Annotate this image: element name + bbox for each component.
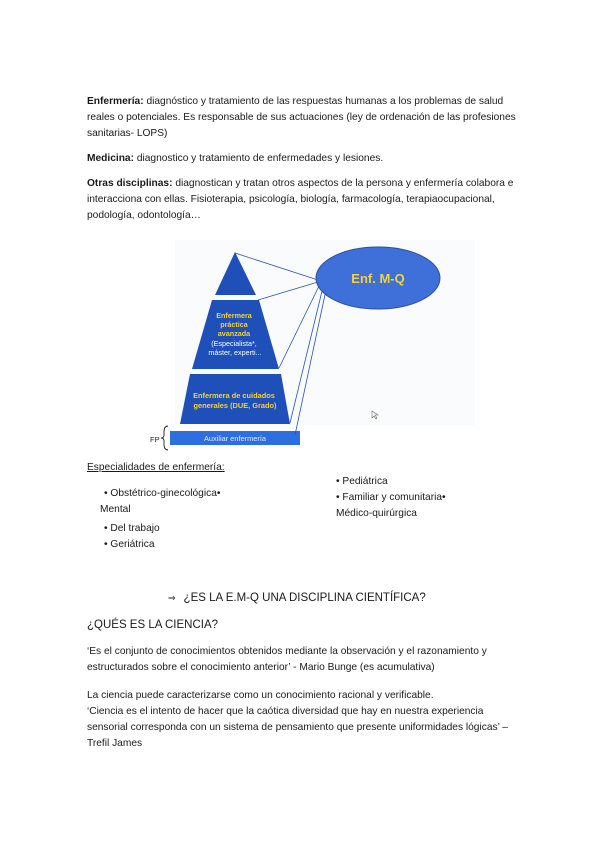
term-otras: Otras disciplinas: xyxy=(87,178,173,189)
level2-line: práctica xyxy=(220,320,248,329)
term-medicina: Medicina: xyxy=(87,153,134,164)
science-definition xyxy=(87,688,527,752)
level2-line: máster, experti... xyxy=(208,348,262,357)
fp-bracket xyxy=(161,426,168,450)
specialties-left-list xyxy=(100,486,294,553)
specialty-item: • Obstétrico-ginecológica• xyxy=(104,488,221,499)
level3-line: Enfermera de cuidados xyxy=(193,391,275,400)
fp-label: FP xyxy=(150,435,160,444)
level3-label xyxy=(193,391,277,410)
level3-line: generales (DUE, Grado) xyxy=(193,401,277,410)
question-heading xyxy=(168,592,426,604)
text-medicina: diagnostico y tratamiento de enfermedades y lesiones. xyxy=(133,153,384,164)
text-enfermeria: diagnóstico y tratamiento de las respuestas humanas a los problemas de salud reales o potenciales. Es responsable de sus actuaciones (ley de ordenación de las profesiones sanitarias- LOPS) xyxy=(87,96,516,139)
question-text: ¿ES LA E.M-Q UNA DISCIPLINA CIENTÍFICA? xyxy=(183,592,426,604)
level2-line: Enfermera xyxy=(216,311,252,320)
definition-medicina xyxy=(87,151,517,167)
ellipse-label: Enf. M-Q xyxy=(351,271,405,286)
base-label: Auxiliar enfermería xyxy=(203,434,267,443)
specialty-item: • Geriátrica xyxy=(104,539,155,550)
level2-line: (Especialista*, xyxy=(211,339,257,348)
science-line: La ciencia puede caracterizarse como un conocimiento racional y verificable. xyxy=(87,690,434,701)
term-enfermeria: Enfermería: xyxy=(87,96,144,107)
specialties-title: Especialidades de enfermería: xyxy=(87,462,225,473)
specialty-item: • Familiar y comunitaria• xyxy=(336,492,446,503)
definition-enfermeria xyxy=(87,94,517,142)
specialty-item: Mental xyxy=(100,504,131,515)
science-heading: ¿QUÉS ES LA CIENCIA? xyxy=(87,619,219,631)
level2-line: avanzada xyxy=(217,329,251,338)
quote-trefil: ‘Ciencia es el intento de hacer que la caótica diversidad que hay en nuestra experiencia sensorial corresponda con un sistema de pensamiento que presente uniformidades lógicas’ – Trefil James xyxy=(87,706,508,749)
nursing-pyramid-figure xyxy=(140,240,480,455)
text-otras: diagnostican y tratan otros aspectos de la persona y enfermería colabora e interacciona con ellas. Fisioterapia, psicología, biología, farmacología, terapiaocupacional, podología, odontología… xyxy=(87,178,514,221)
specialty-item: • Del trabajo xyxy=(104,523,160,534)
quote-bunge: ‘Es el conjunto de conocimientos obtenidos mediante la observación y el razonamiento y estructurados sobre el conocimiento anterior’ - Mario Bunge (es acumulativa) xyxy=(87,646,487,673)
specialty-item: • Pediátrica xyxy=(336,476,388,487)
definition-otras xyxy=(87,176,517,224)
specialty-item: Médico-quirúrgica xyxy=(336,508,417,519)
arrow-icon: ⇒ xyxy=(168,593,176,603)
specialties-right-list xyxy=(336,474,536,522)
